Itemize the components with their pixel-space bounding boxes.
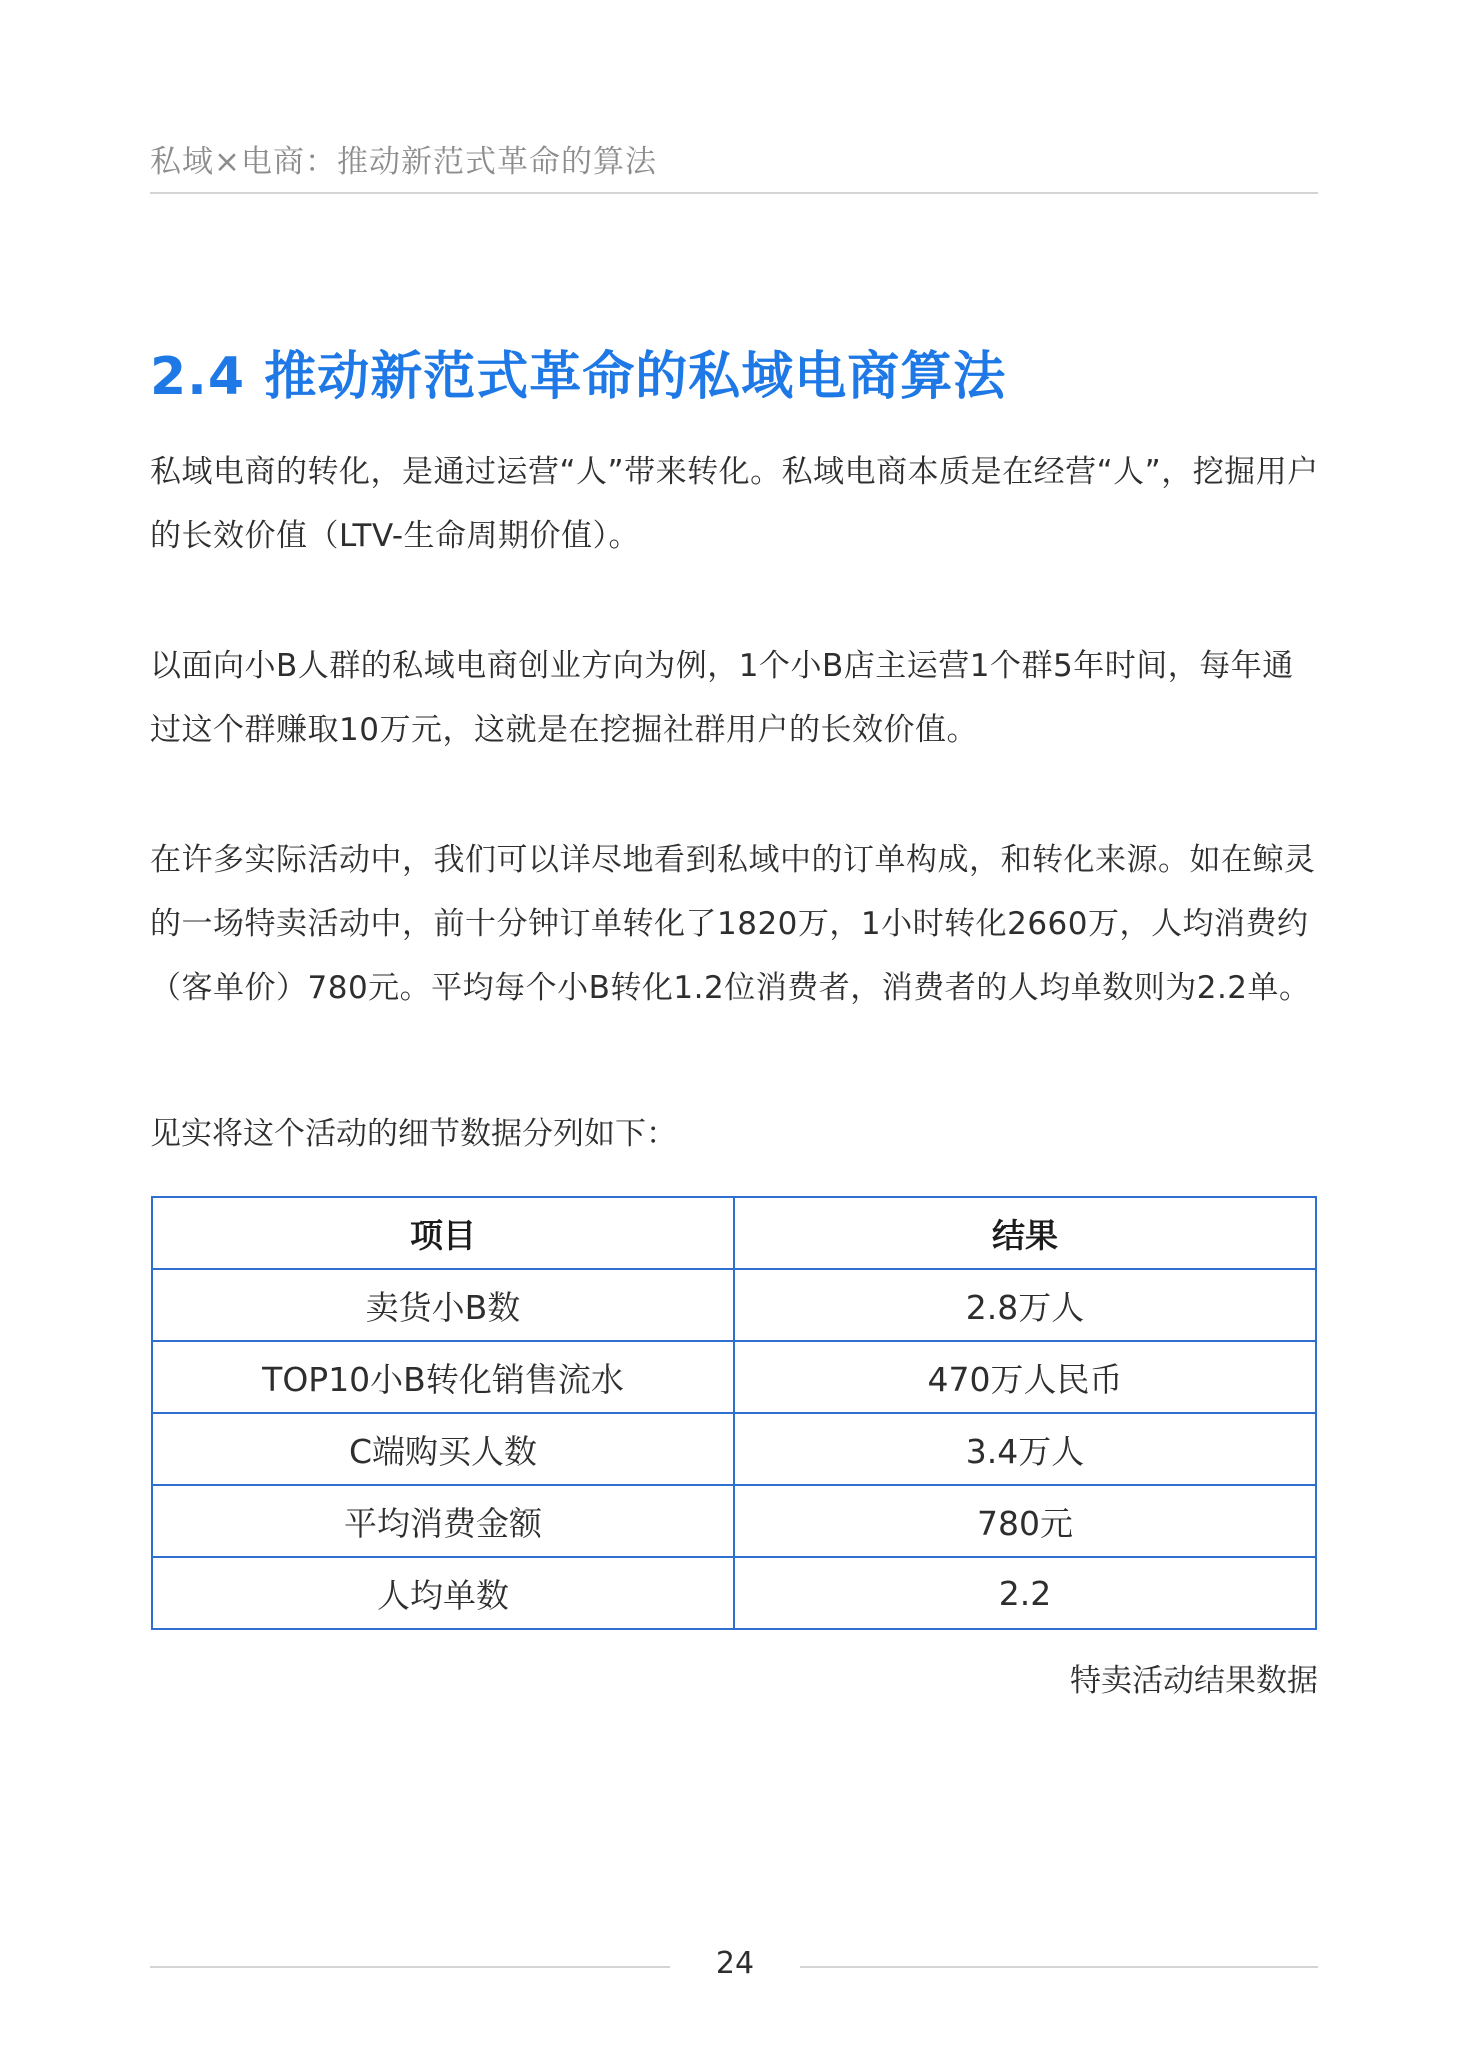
section-title: 2.4 推动新范式革命的私域电商算法 bbox=[150, 347, 1007, 407]
table-row bbox=[152, 1485, 1316, 1557]
table-cell-result: 780元 bbox=[734, 1485, 1316, 1557]
paragraph-ltv: 私域电商的转化，是通过运营“人”带来转化。私域电商本质是在经营“人”，挖掘用户的长效价值（LTV-生命周期价值）。 bbox=[150, 454, 1319, 554]
table-row bbox=[152, 1557, 1316, 1629]
table-cell-item: TOP10小B转化销售流水 bbox=[152, 1341, 734, 1413]
paragraph-activity-data: 在许多实际活动中，我们可以详尽地看到私域中的订单构成，和转化来源。如在鲸灵的一场特卖活动中，前十分钟订单转化了1820万，1小时转化2660万，人均消费约（客单价）780元。平均每个小B转化1.2位消费者，消费者的人均单数则为2.2单。 bbox=[150, 842, 1316, 1006]
table-cell-item: 卖货小B数 bbox=[152, 1269, 734, 1341]
table-cell-item: C端购买人数 bbox=[152, 1413, 734, 1485]
table-cell-result: 2.2 bbox=[734, 1557, 1316, 1629]
page-number: 24 bbox=[715, 1946, 755, 1981]
column-header-result: 结果 bbox=[734, 1197, 1316, 1269]
header-divider bbox=[150, 192, 1318, 194]
footer-divider-right bbox=[800, 1966, 1318, 1968]
table-row bbox=[152, 1341, 1316, 1413]
table-cell-result: 2.8万人 bbox=[734, 1269, 1316, 1341]
running-header: 私域×电商：推动新范式革命的算法 bbox=[150, 144, 657, 180]
table-row bbox=[152, 1269, 1316, 1341]
table-row bbox=[152, 1413, 1316, 1485]
column-header-item: 项目 bbox=[152, 1197, 734, 1269]
results-table bbox=[151, 1196, 1317, 1630]
table-intro: 见实将这个活动的细节数据分列如下： bbox=[150, 1116, 677, 1152]
footer-divider-left bbox=[150, 1966, 670, 1968]
table-header-row bbox=[152, 1197, 1316, 1269]
paragraph-small-b-example: 以面向小B人群的私域电商创业方向为例，1个小B店主运营1个群5年时间，每年通过这个群赚取10万元，这就是在挖掘社群用户的长效价值。 bbox=[150, 648, 1294, 748]
table-caption: 特卖活动结果数据 bbox=[1070, 1663, 1318, 1699]
table-cell-result: 470万人民币 bbox=[734, 1341, 1316, 1413]
table-cell-result: 3.4万人 bbox=[734, 1413, 1316, 1485]
table-cell-item: 人均单数 bbox=[152, 1557, 734, 1629]
table-cell-item: 平均消费金额 bbox=[152, 1485, 734, 1557]
